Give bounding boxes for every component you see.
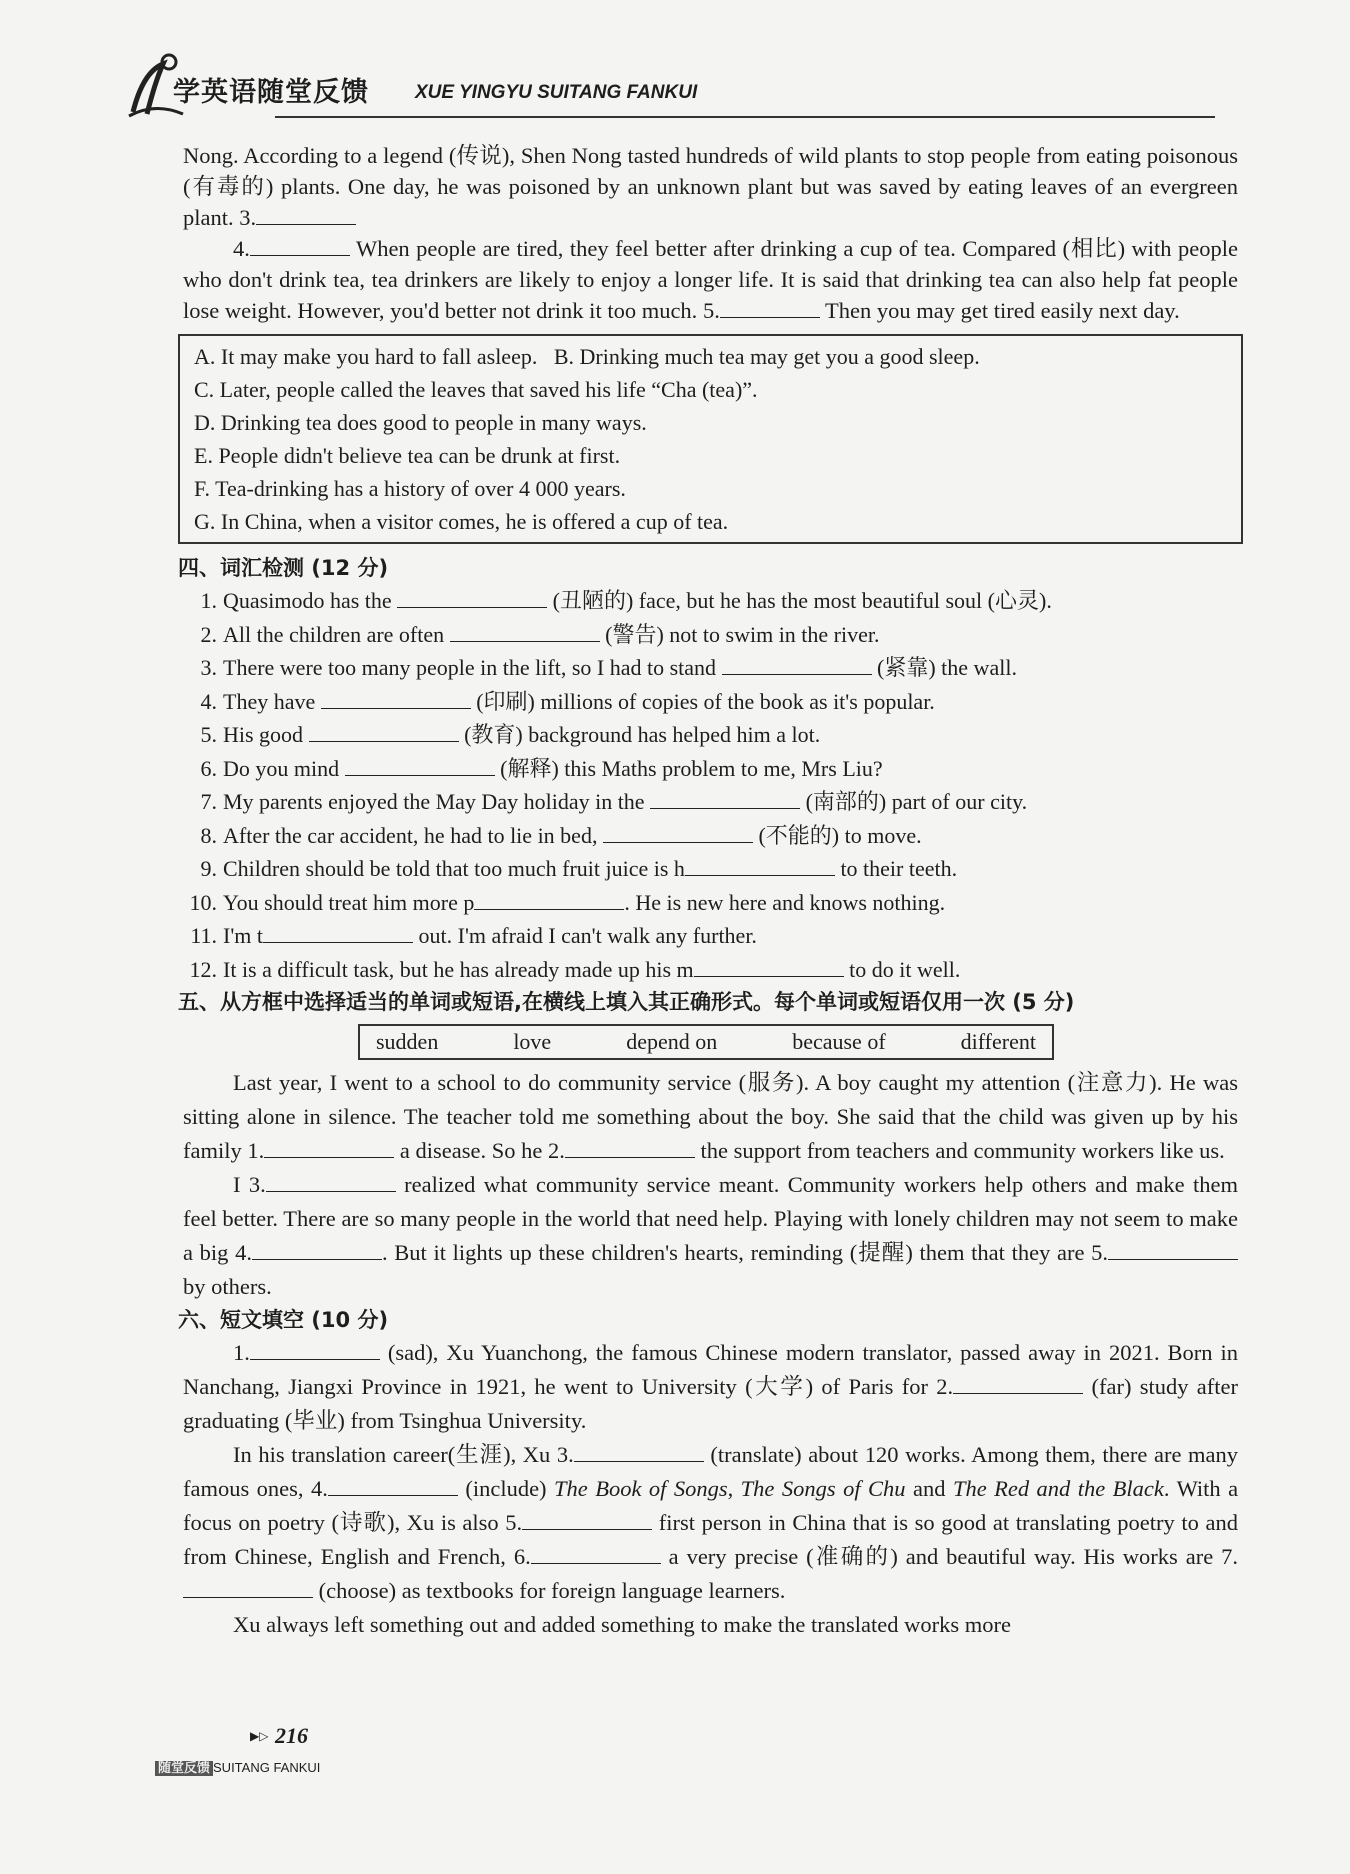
word-option: love bbox=[513, 1029, 552, 1054]
answer-blank-1[interactable] bbox=[264, 1135, 394, 1158]
header-title-en: XUE YINGYU SUITANG FANKUI bbox=[415, 82, 698, 103]
vocab-item: 9. Children should be told that too much fruit juice is h to their teeth. bbox=[183, 852, 1238, 886]
header-rule bbox=[275, 116, 1215, 118]
word-option: different bbox=[960, 1029, 1036, 1054]
answer-blank-7[interactable] bbox=[183, 1575, 313, 1598]
word-option: sudden bbox=[376, 1029, 439, 1054]
passage-paragraph: Last year, I went to a school to do community service (服务). A boy caught my attention (注意力). He was sitting alone in silence. The teacher told me something about the boy. She said that the child was given up by his family 1. a disease. So he 2. the support from teachers and community workers like us. bbox=[183, 1070, 1238, 1163]
answer-blank-3[interactable] bbox=[266, 1169, 396, 1192]
vocab-list bbox=[183, 584, 1238, 986]
vocab-item: 6. Do you mind (解释) this Maths problem to me, Mrs Liu? bbox=[183, 752, 1238, 786]
word-option: because of bbox=[792, 1029, 886, 1054]
answer-blank[interactable] bbox=[321, 686, 471, 709]
options-box bbox=[178, 334, 1243, 544]
option-e: E. People didn't believe tea can be drunk at first. bbox=[194, 443, 621, 468]
answer-blank[interactable] bbox=[263, 920, 413, 943]
answer-blank[interactable] bbox=[685, 853, 835, 876]
option-row bbox=[194, 340, 1227, 373]
section-heading: 六、短文填空 (10 分) bbox=[178, 1308, 389, 1332]
section-heading: 四、词汇检测 (12 分) bbox=[178, 556, 389, 580]
word-box bbox=[358, 1024, 1054, 1060]
answer-blank-4[interactable] bbox=[252, 1237, 382, 1260]
answer-blank-2[interactable] bbox=[953, 1371, 1083, 1394]
vocab-item: 2. All the children are often (警告) not to swim in the river. bbox=[183, 618, 1238, 652]
answer-blank[interactable] bbox=[309, 719, 459, 742]
vocab-item: 8. After the car accident, he had to lie in bed, (不能的) to move. bbox=[183, 819, 1238, 853]
option-a: A. It may make you hard to fall asleep. bbox=[194, 344, 538, 369]
answer-blank[interactable] bbox=[694, 954, 844, 977]
page-number: 216 bbox=[275, 1723, 308, 1748]
arrow-icon: ▶▷ bbox=[250, 1729, 269, 1743]
page-content bbox=[178, 140, 1239, 1642]
word-option: depend on bbox=[626, 1029, 718, 1054]
book-title: The Songs of Chu bbox=[740, 1476, 906, 1501]
answer-blank[interactable] bbox=[650, 786, 800, 809]
vocab-item: 4. They have (印刷) millions of copies of the book as it's popular. bbox=[183, 685, 1238, 719]
answer-blank-5[interactable] bbox=[522, 1507, 652, 1530]
passage-paragraph: 1. (sad), Xu Yuanchong, the famous Chinese modern translator, passed away in 2021. Born in Nanchang, Jiangxi Province in 1921, he went to University (大学) of Paris for 2. (far) study after graduating (毕业) from Tsinghua University. bbox=[183, 1336, 1238, 1438]
vocab-item: 5. His good (教育) background has helped him a lot. bbox=[183, 718, 1238, 752]
page-header bbox=[125, 52, 1215, 122]
answer-blank-1[interactable] bbox=[250, 1337, 380, 1360]
vocab-item: 12. It is a difficult task, but he has already made up his m to do it well. bbox=[183, 953, 1238, 987]
answer-blank-3[interactable] bbox=[574, 1439, 704, 1462]
answer-blank[interactable] bbox=[450, 619, 600, 642]
answer-blank-4[interactable] bbox=[250, 233, 350, 256]
option-f: F. Tea-drinking has a history of over 4 000 years. bbox=[194, 476, 626, 501]
passage-paragraph: 4. When people are tired, they feel better after drinking a cup of tea. Compared (相比) with people who don't drink tea, tea drinkers are likely to enjoy a longer life. It is said that drinking tea can also help fat people lose weight. However, you'd better not drink it too much. 5. Then you may get tired easily next day. bbox=[183, 233, 1238, 326]
option-d: D. Drinking tea does good to people in many ways. bbox=[194, 410, 647, 435]
option-g: G. In China, when a visitor comes, he is offered a cup of tea. bbox=[194, 509, 729, 534]
vocab-item: 3. There were too many people in the lift, so I had to stand (紧靠) the wall. bbox=[183, 651, 1238, 685]
answer-blank[interactable] bbox=[603, 820, 753, 843]
answer-blank[interactable] bbox=[722, 652, 872, 675]
answer-blank-2[interactable] bbox=[565, 1135, 695, 1158]
passage-paragraph: I 3. realized what community service meant. Community workers help others and make them feel better. There are so many people in the world that need help. Playing with lonely children may not seem to make a big 4. . But it lights up these children's hearts, reminding (提醒) them that they are 5. by others. bbox=[183, 1168, 1238, 1304]
passage-paragraph: Xu always left something out and added something to make the translated works more bbox=[233, 1612, 1011, 1637]
answer-blank-3[interactable] bbox=[256, 202, 356, 225]
vocab-item: 1. Quasimodo has the (丑陋的) face, but he has the most beautiful soul (心灵). bbox=[183, 584, 1238, 618]
answer-blank[interactable] bbox=[345, 753, 495, 776]
section-heading: 五、从方框中选择适当的单词或短语,在横线上填入其正确形式。每个单词或短语仅用一次 (5 分) bbox=[178, 990, 1075, 1014]
option-b: B. Drinking much tea may get you a good sleep. bbox=[553, 344, 980, 369]
book-title: The Red and the Black bbox=[952, 1476, 1164, 1501]
answer-blank-5[interactable] bbox=[1108, 1237, 1238, 1260]
vocab-item: 10. You should treat him more p . He is new here and knows nothing. bbox=[183, 886, 1238, 920]
vocab-item: 11. I'm t out. I'm afraid I can't walk any further. bbox=[183, 919, 1238, 953]
answer-blank-5[interactable] bbox=[720, 295, 820, 318]
option-c: C. Later, people called the leaves that saved his life “Cha (tea)”. bbox=[194, 377, 758, 402]
answer-blank[interactable] bbox=[474, 887, 624, 910]
passage-paragraph: In his translation career(生涯), Xu 3. (translate) about 120 works. Among them, there are many famous ones, 4. (include) The Book of Songs, The Songs of Chu and The Red and the Black. With a focus on poetry (诗歌), Xu is also 5. first person in China that is so good at translating poetry to and from Chinese, English and French, 6. a very precise (准确的) and beautiful way. His works are 7. (choose) as textbooks for foreign language learners. bbox=[183, 1438, 1238, 1608]
header-title-cn: 学英语随堂反馈 bbox=[173, 77, 369, 108]
book-title: The Book of Songs bbox=[554, 1476, 728, 1501]
answer-blank-4[interactable] bbox=[328, 1473, 458, 1496]
vocab-item: 7. My parents enjoyed the May Day holiday in the (南部的) part of our city. bbox=[183, 785, 1238, 819]
answer-blank[interactable] bbox=[397, 585, 547, 608]
passage-paragraph: Nong. According to a legend (传说), Shen Nong tasted hundreds of wild plants to stop people from eating poisonous (有毒的) plants. One day, he was poisoned by an unknown plant but was saved by eating leaves of an evergreen plant. 3. bbox=[183, 143, 1238, 230]
answer-blank-6[interactable] bbox=[531, 1541, 661, 1564]
footer-tag: 随堂反馈 SUITANG FANKUI bbox=[155, 1757, 320, 1776]
